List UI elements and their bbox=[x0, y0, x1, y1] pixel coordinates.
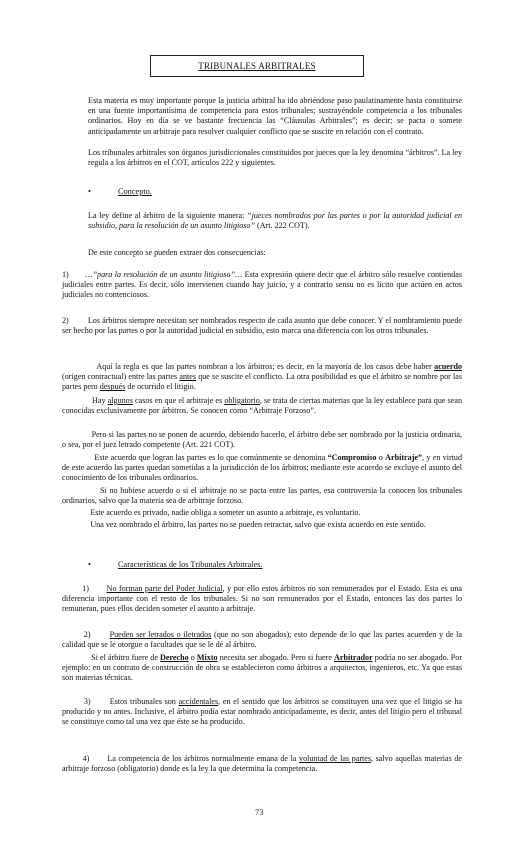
rule-despues: después bbox=[99, 382, 126, 392]
bullet-icon: • bbox=[88, 187, 91, 196]
forzoso-text-a: Hay bbox=[92, 396, 106, 405]
characteristic-4-voluntad: voluntad de las partes bbox=[299, 754, 372, 763]
compromiso-term: “Compromiso bbox=[327, 453, 377, 462]
forzoso-obligatorio: obligatorio bbox=[224, 396, 260, 405]
rule-antes: antes bbox=[179, 372, 197, 382]
characteristic-3 bbox=[62, 697, 462, 728]
characteristic-1-number: 1) bbox=[82, 584, 89, 593]
section-heading-caracteristicas: Características de los Tribunales Arbitrales. bbox=[118, 560, 263, 569]
section-heading-concepto: Concepto. bbox=[118, 187, 152, 196]
characteristic-3-text-a: Estos tribunales son bbox=[109, 697, 176, 706]
nohay-text: Si no hubiese acuerdo o si el arbitraje no se pacta entre las partes, esa controversia la conocen los tribunales ordinarios, salvo que la materia sea de arbitraje forzoso. bbox=[62, 486, 462, 506]
compromiso-text-b: , y en virtud de este acuerdo las partes quedan sometidas a la jurisdicción de los árbitros; mediante este acuerdo se excluye el asunto del conocimiento de los tribunales ordinarios. bbox=[62, 453, 463, 483]
privado-text: Este acuerdo es privado, nadie obliga a someter un asunto a arbitraje, es voluntario. bbox=[90, 508, 361, 517]
characteristic-3-text-b: , en el sentido que los árbitros se constituyen una vez que el litigio se ha producido y no antes. Inclusive, el árbitro podía estar nombrado anticipadamente, es decir, antes del litigio pero el tribunal se constituye como tal una vez que éste se ha producido. bbox=[62, 697, 463, 727]
characteristic-1-heading: No forman parte del Poder Judicial bbox=[106, 584, 223, 593]
characteristic-4-text-a: La competencia de los árbitros normalmente emana de la bbox=[107, 754, 297, 763]
rule-text-d: de ocurrido el litigio. bbox=[127, 382, 196, 392]
characteristic-2-text: (que no son abogados); esto depende de lo que las partes acuerden y de la calidad que se le otorgue o facultades que se le dé al árbitro. bbox=[62, 630, 463, 650]
section-concepto bbox=[88, 187, 152, 197]
forzoso-text-c: , se trata de ciertas materias que la ley establece para que sean conocidas exclusivamente por árbitros. Se conocen como “Arbitraje Forzoso”. bbox=[62, 396, 462, 416]
characteristic-2b-text-b: necesita ser abogado. Pero si fuere bbox=[219, 653, 332, 662]
rule-paragraph bbox=[62, 362, 462, 393]
characteristic-3-number: 3) bbox=[83, 697, 91, 706]
rule-text-c: que se suscite el conflicto. La otra posibilidad es que el árbitro se nombre por las partes pero bbox=[62, 372, 462, 392]
consequence-2 bbox=[62, 316, 462, 336]
title-box bbox=[150, 55, 364, 77]
term-arbitrador: Arbitrador bbox=[334, 653, 373, 662]
forzoso-algunos: algunos bbox=[107, 396, 133, 405]
characteristic-2b-text-c: podría no ser abogado. Por ejemplo: en un contrato de construcción de obra se establecieron como árbitros a arquitectos, ingenieros, etc. Ya que estas son materias técnicas. bbox=[62, 653, 463, 683]
rule-acuerdo: acuerdo bbox=[434, 362, 463, 371]
definition-lead: La ley define al árbitro de la siguiente manera: bbox=[88, 211, 245, 220]
intro-text-2: Los tribunales arbitrales son órganos jurisdiccionales constituidos por jueces que la ley denomina “árbitros”. La ley regula a los árbitros en el COT, artículos 222 y siguientes. bbox=[88, 148, 462, 168]
consequence-1-quote: …”para la resolución de un asunto litigioso”… bbox=[85, 270, 243, 279]
compromiso-text-a: Este acuerdo que logran las partes es lo que comúnmente se denomina bbox=[94, 453, 326, 462]
consequence-1-number: 1) bbox=[62, 270, 69, 279]
juez-paragraph bbox=[62, 430, 462, 450]
definition-reference: (Art. 222 COT). bbox=[257, 221, 310, 231]
characteristic-1 bbox=[62, 584, 462, 615]
forzoso-text-b: casos en que el arbitraje es bbox=[135, 396, 223, 405]
characteristic-4-text-b: , salvo aquellas materias de arbitraje forzoso (obligatorio) donde es la ley la que determina la competencia. bbox=[62, 754, 462, 774]
consequences-text: De este concepto se pueden extraer dos consecuencias: bbox=[88, 248, 266, 257]
consequence-2-number: 2) bbox=[62, 316, 69, 325]
definition-quote: “jueces nombrados por las partes o por la autoridad judicial en subsidio, para la resolución de un asunto litigioso” bbox=[88, 211, 462, 231]
privado-paragraph bbox=[62, 508, 462, 518]
characteristic-4 bbox=[62, 754, 462, 774]
characteristic-2 bbox=[62, 630, 462, 650]
consequence-1-text: Esta expresión quiere decir que el árbitro sólo resuelve contiendas judiciales entre partes. Es decir, sólo intervienen cuando hay juicio, y a contrario sensu no es lícito que actúen en actos judiciales no contenciosos. bbox=[62, 270, 462, 300]
characteristic-2-heading: Pueden ser letrados o iletrados bbox=[109, 630, 212, 639]
compromiso-o: o bbox=[378, 453, 383, 462]
characteristic-2b bbox=[62, 653, 462, 684]
forzoso-paragraph bbox=[62, 396, 462, 416]
characteristic-2b-text-a: Si el árbitro fuere de bbox=[91, 653, 158, 662]
juez-text: Pero si las partes no se ponen de acuerdo, debiendo hacerlo, el árbitro debe ser nombrado por la justicia ordinaria, o sea, por el juez letrado competente (Art. 221 COT). bbox=[62, 430, 462, 450]
section-caracteristicas bbox=[88, 560, 263, 570]
term-derecho: Derecho bbox=[160, 653, 189, 662]
page-number: 73 bbox=[255, 807, 264, 817]
compromiso-paragraph bbox=[62, 453, 462, 484]
intro-paragraph-1 bbox=[88, 96, 462, 137]
consequence-1 bbox=[62, 270, 462, 301]
characteristic-4-number: 4) bbox=[82, 754, 90, 763]
rule-text-b: (origen contractual) entre las partes bbox=[62, 372, 178, 382]
definition-paragraph bbox=[88, 211, 462, 231]
retractar-paragraph bbox=[62, 520, 462, 530]
bullet-icon: • bbox=[88, 560, 91, 569]
characteristic-2-number: 2) bbox=[83, 630, 91, 639]
arbitraje-term: Arbitraje” bbox=[385, 453, 423, 462]
retractar-text: Una vez nombrado el árbitro, las partes no se pueden retractar, salvo que exista acuerdo en este sentido. bbox=[90, 520, 426, 529]
nohay-paragraph bbox=[62, 486, 462, 506]
page-title: TRIBUNALES ARBITRALES bbox=[198, 61, 316, 71]
consequence-2-text: Los árbitros siempre necesitan ser nombrados respecto de cada asunto que debe conocer. Y el nombramiento puede ser hecho por las partes o por la autoridad judicial en subsidio, esto marca una diferencia con los otros tribunales. bbox=[62, 316, 463, 336]
consequences-paragraph bbox=[88, 248, 462, 258]
intro-text-1: Esta materia es muy importante porque la justicia arbitral ha ido abriéndose paso paulatinamente hasta constituirse en una fuente importantísima de competencia para estos tribunales; sustrayéndole competencia a los tribunales ordinarios. Hoy en día se ve bastante frecuencia las “Cláusulas Arbitrales”; es decir; se pacta o somete anticipadamente un arbitraje para resolver cualquier conflicto que se suscite en relación con el contrato. bbox=[88, 96, 462, 136]
characteristic-1-text: , y por ello estos árbitros no son remunerados por el Estado. Esta es una diferencia importante con el resto de los tribunales. Si no son remunerados por el Estado, entonces las dos partes lo remuneran, pues ellos deciden someter el asunto a arbitraje. bbox=[62, 584, 462, 614]
rule-text-a: Aquí la regla es que las partes nombran a los árbitros; es decir, en la mayoría de los casos debe haber bbox=[96, 362, 432, 371]
intro-paragraph-2 bbox=[88, 148, 462, 168]
characteristic-2b-o: o bbox=[190, 653, 195, 662]
term-mixto: Mixto bbox=[196, 653, 218, 662]
characteristic-3-accidentales: accidentales bbox=[178, 697, 219, 706]
